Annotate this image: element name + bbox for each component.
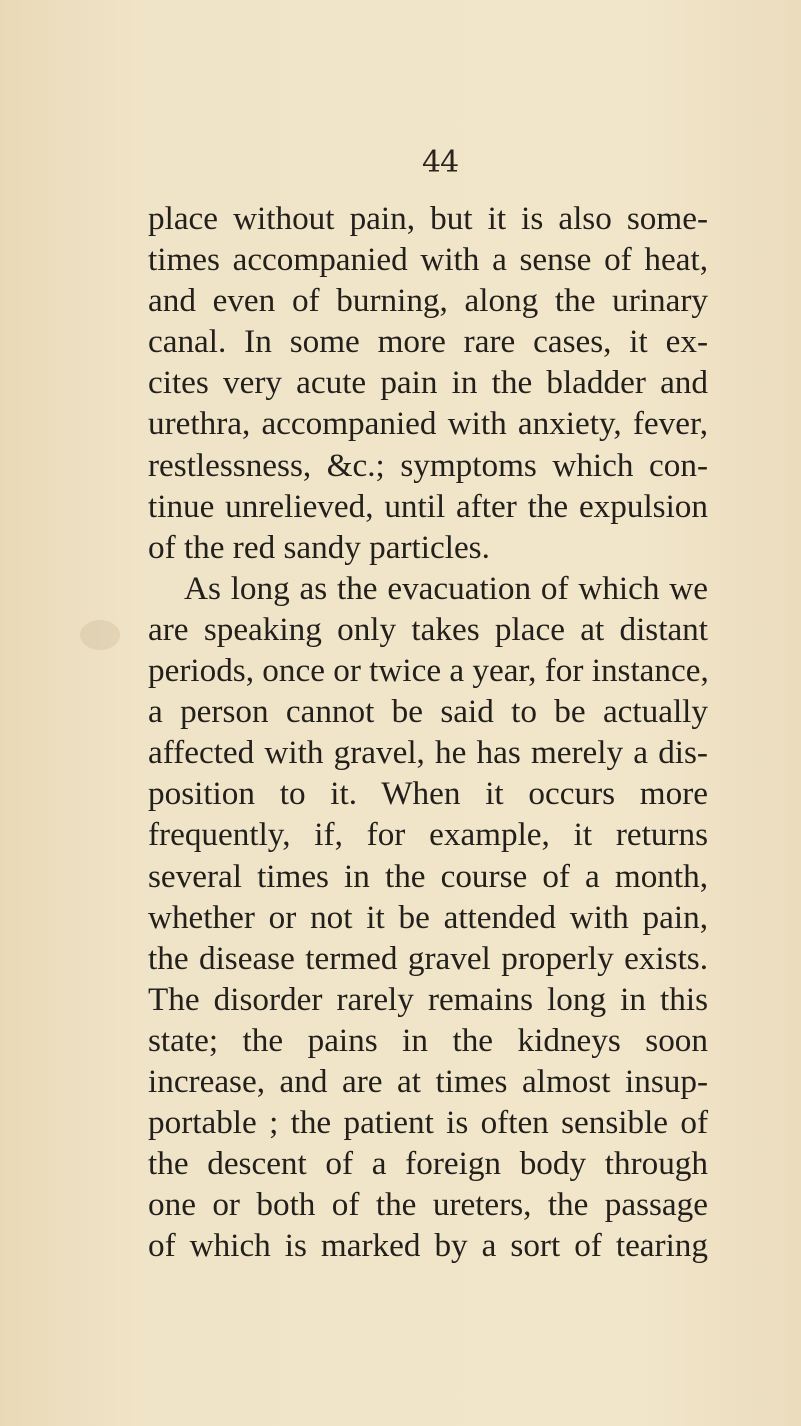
text-line: urethra, accompanied with anxiety, fever, [148,405,708,443]
text-line: of which is marked by a sort of tearing [148,1227,708,1265]
text-line: place without pain, but it is also some- [148,200,708,237]
text-line: whether or not it be attended with pain, [148,898,708,936]
paragraph-start-line: As long as the evacuation of which we [184,569,708,607]
text-line: cites very acute pain in the bladder and [148,364,708,402]
text-line: are speaking only takes place at distant [148,610,708,648]
text-line: state; the pains in the kidneys soon [148,1021,708,1059]
text-line: one or both of the ureters, the passage [148,1186,708,1224]
text-line: frequently, if, for example, it returns [148,816,708,854]
text-line: The disorder rarely remains long in this [148,980,708,1018]
text-line: the descent of a foreign body through [148,1145,708,1183]
text-line: a person cannot be said to be actually [148,693,708,731]
text-line: times accompanied with a sense of heat, [148,241,708,279]
paragraph-end-line: of the red sandy particles. [148,528,490,566]
text-line: canal. In some more rare cases, it ex- [148,323,708,361]
text-line: position to it. When it occurs more [148,775,708,813]
paper-stain [80,620,120,650]
text-line: periods, once or twice a year, for instance, [148,652,709,690]
body-text [148,198,708,1266]
text-line: tinue unrelieved, until after the expulsion [148,487,708,525]
text-line: and even of burning, along the urinary [148,282,708,320]
text-line: increase, and are at times almost insup- [148,1062,708,1100]
text-line: restlessness, &c.; symptoms which con- [148,446,708,484]
text-line: affected with gravel, he has merely a dis- [148,734,708,772]
text-line: the disease termed gravel properly exists. [148,939,708,977]
text-line: several times in the course of a month, [148,857,708,895]
text-line: portable ; the patient is often sensible of [148,1104,708,1142]
page-number: 44 [422,145,459,180]
